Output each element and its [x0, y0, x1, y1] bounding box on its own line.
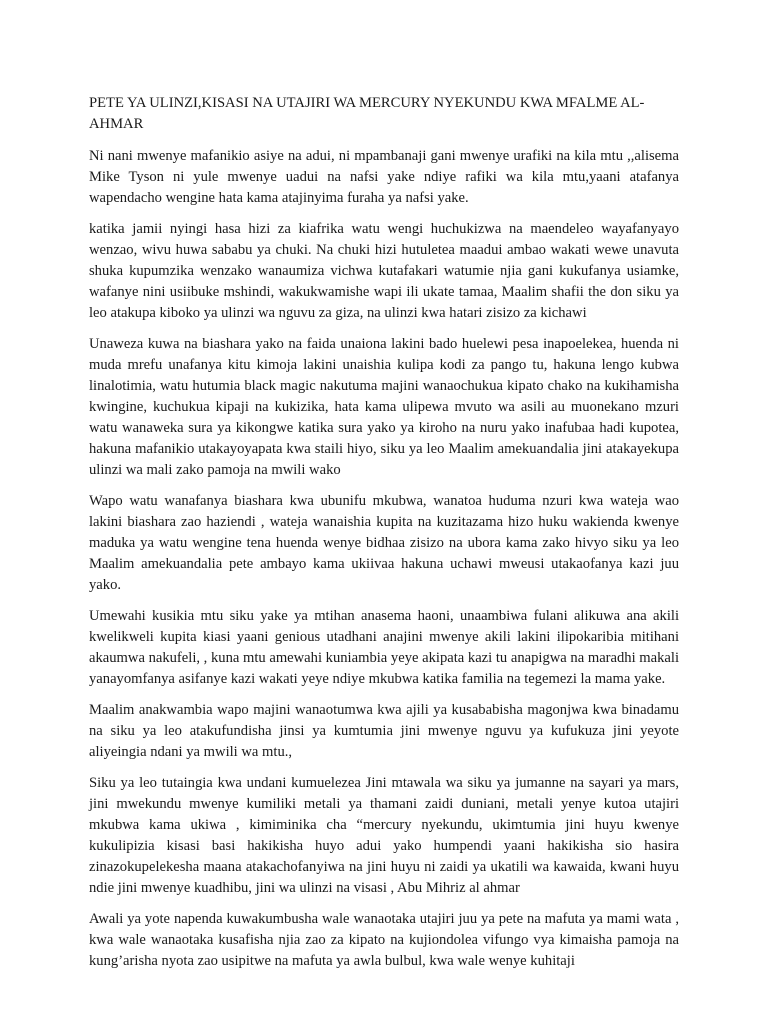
document-body [89, 93, 679, 982]
paragraph-6: Maalim anakwambia wapo majini wanaotumwa kwa ajili ya kusababisha magonjwa kwa binadamu na siku ya leo atakufundisha jinsi ya kumtumia jini mwenye nguvu ya kufukuza jini yeyote aliyeingia ndani ya mwili wa mtu., [89, 702, 679, 760]
paragraph-2: katika jamii nyingi hasa hizi za kiafrika watu wengi huchukizwa na maendeleo wayafanyayo wenzao, wivu huwa sababu ya chuki. Na chuki hizi hutuletea maadui ambao wakati wewe unavuta shuka kupumzika wenzako wanaumiza vichwa kutafakari watumie njia gani kukufanya usiamke, wafanye nini usiibuke mshindi, wakukwamishe wapi ili ukate tamaa, Maalim shafii the don siku ya leo atakupa kiboko ya ulinzi wa nguvu za giza, na ulinzi kwa hatari zisizo za kichawi [89, 221, 679, 321]
paragraph-7: Siku ya leo tutaingia kwa undani kumuelezea Jini mtawala wa siku ya jumanne na sayari ya mars, jini mwekundu mwenye kumiliki metali ya thamani zaidi duniani, metali yenye kutoa utajiri mkubwa kama ukiwa , kimiminika cha “mercury nyekundu, ukimtumia jini huyu kwenye kukulipizia kisasi basi hakikisha huyo adui yako humpendi yaani hakikisha sio hasira zinazokupelekesha maana atakachofanyiwa na jini huyu ni zaidi ya ukatili wa kawaida, kwani huyu ndie jini mwenye kuadhibu, jini wa ulinzi na visasi , Abu Mihriz al ahmar [89, 775, 679, 896]
document-title: PETE YA ULINZI,KISASI NA UTAJIRI WA MERCURY NYEKUNDU KWA MFALME AL-AHMAR [89, 95, 645, 132]
paragraph-5: Umewahi kusikia mtu siku yake ya mtihan anasema haoni, unaambiwa fulani alikuwa ana akili kwelikweli kupita kiasi yaani genious utadhani anajini mwenye akili lakini ilipokaribia mitihani akaumwa nakufeli, , kuna mtu amewahi kuniambia yeye akipata kazi tu anapigwa na maradhi makali yanayomfanya asifanye kazi wakati yeye ndiye mkubwa katika familia na tegemezi la mama yake. [89, 608, 680, 687]
paragraph-1: Ni nani mwenye mafanikio asiye na adui, ni mpambanaji gani mwenye urafiki na kila mtu ,,alisema Mike Tyson ni yule mwenye uadui na nafsi yake ndiye rafiki wa kila mtu,yaani atafanya wapendacho wengine hata kama atajinyima furaha ya nafsi yake. [89, 148, 679, 206]
paragraph-3: Unaweza kuwa na biashara yako na faida unaiona lakini bado huelewi pesa inapoelekea, huenda ni muda mrefu unafanya kitu kimoja lakini unaishia kulipa kodi za pango tu, hakuna lengo kubwa linalotimia, watu hutumia black magic nakutuma majini wanaochukua kipato chako na kukihamisha kwingine, kuchukua kipaji na kukizika, hata kama ulipewa mvuto wa asili au muonekano mzuri watu wanaweka sura ya kikongwe katika sura yako ya kiroho na nuru yako inafubaa hadi kupotea, hakuna mafanikio utakayoyapata kwa staili hiyo, siku ya leo Maalim amekuandalia jini atakayekupa ulinzi wa mali zako pamoja na mwili wako [89, 336, 679, 478]
paragraph-4: Wapo watu wanafanya biashara kwa ubunifu mkubwa, wanatoa huduma nzuri kwa wateja wao lakini biashara zao haziendi , wateja wanaishia kupita na kuzitazama hizo huku wakienda kwenye maduka ya watu wengine tena huenda wenye bidhaa zisizo na ubora kama zako hivyo siku ya leo Maalim amekuandalia pete ambayo kama ukiivaa hakuna uchawi mweusi utakaofanya kazi juu yako. [89, 493, 679, 593]
paragraph-8: Awali ya yote napenda kuwakumbusha wale wanaotaka utajiri juu ya pete na mafuta ya mami wata , kwa wale wanaotaka kusafisha njia zao za kipato na kujiondolea vifungo vya kimaisha pamoja na kung’arisha nyota zao usipitwe na mafuta ya awla bulbul, kwa wale wenye kuhitaji [89, 911, 679, 969]
